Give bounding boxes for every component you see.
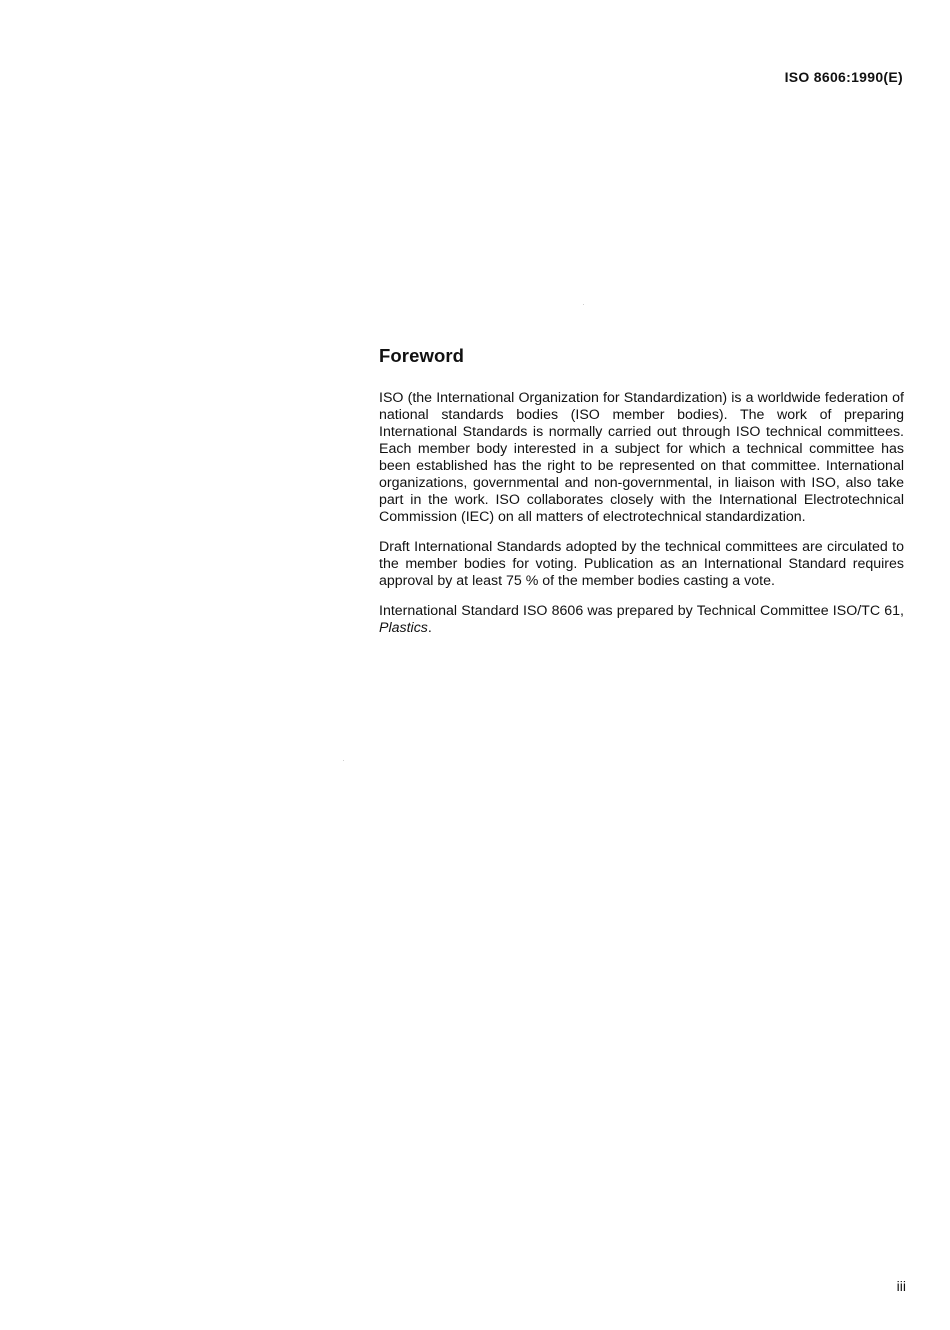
scan-speck [343,760,344,761]
document-identifier: ISO 8606:1990(E) [784,69,903,85]
foreword-paragraph-iso-overview: ISO (the International Organization for Standardization) is a worldwide federation of national standards bodies (ISO member bodies). The work of preparing International Standards is normally carried out through ISO technical committees. Each member body interested in a subject for which a technical committee has been established has the right to be represented on that committee. International organizations, governmental and non-governmental, in liaison with ISO, also take part in the work. ISO collaborates closely with the International Electrotechnical Commission (IEC) on all matters of electrotechnical standardization. [379,390,904,525]
foreword-paragraph-approval: Draft International Standards adopted by the technical committees are circulated to the member bodies for voting. Publication as an International Standard requires approval by at least 75 % of the member bodies casting a vote. [379,539,904,589]
scan-speck [583,304,584,305]
foreword-section [379,345,904,650]
page-number: iii [896,1278,906,1294]
committee-text-end: . [427,620,432,636]
committee-text: International Standard ISO 8606 was prepared by Technical Committee ISO/TC 61, [379,603,904,619]
foreword-paragraph-committee [379,603,904,637]
foreword-title: Foreword [379,345,465,366]
committee-name: Plastics [379,620,428,636]
